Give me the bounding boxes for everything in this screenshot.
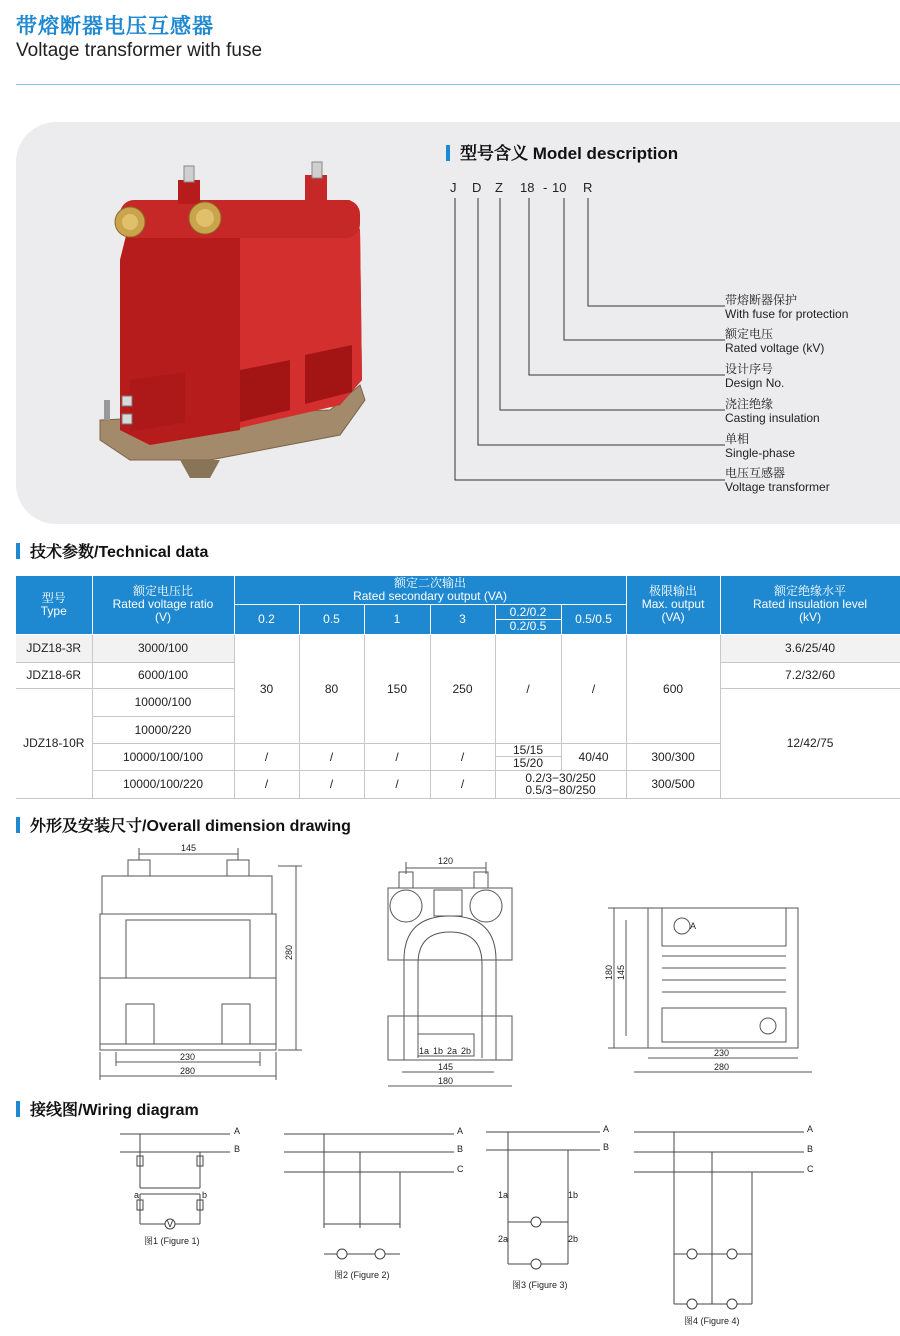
leader-line: [455, 198, 725, 480]
figure-3-diagram: [486, 1132, 600, 1269]
cell-value: 30: [234, 634, 299, 743]
terminal-label: a: [134, 1190, 140, 1200]
header-max-output: 极限输出 Max. output (VA): [626, 576, 720, 634]
dim-label: 180: [438, 1076, 454, 1086]
line-label: A: [234, 1126, 241, 1136]
model-item-cn: 设计序号: [725, 362, 774, 376]
dim-label: 280: [714, 1062, 730, 1072]
front-view: [100, 848, 302, 1080]
cell-value: 80: [299, 634, 364, 743]
terminal-label: 2b: [461, 1046, 472, 1056]
product-photo: [90, 160, 380, 500]
model-item-en: Design No.: [725, 376, 785, 390]
header-insulation: 额定绝缘水平 Rated insulation level (kV): [720, 576, 900, 634]
cell-value: 40/40: [561, 743, 626, 770]
line-label: B: [603, 1142, 610, 1152]
section-marker: [16, 543, 20, 559]
cell-value: /: [299, 770, 364, 798]
technical-data-title: [16, 539, 208, 562]
dim-label: 145: [438, 1062, 454, 1072]
line-label: C: [457, 1164, 464, 1174]
cell-insulation: 7.2/32/60: [720, 662, 900, 688]
cell-value: /: [430, 743, 495, 770]
terminal-label: b: [202, 1190, 208, 1200]
leader-line: [478, 198, 725, 445]
code-letter: 10: [552, 180, 567, 195]
cell-value: /: [495, 634, 561, 743]
title-divider: [16, 84, 900, 85]
top-view: [608, 908, 812, 1072]
wiring-diagram-title: [16, 1097, 199, 1120]
terminal-label: 2b: [568, 1234, 579, 1244]
cell-ratio: 6000/100: [92, 662, 234, 688]
model-item-cn: 浇注绝缘: [725, 397, 774, 411]
cell-value: /: [364, 770, 430, 798]
dimension-drawing-heading: 外形及安装尺寸/Overall dimension drawing: [30, 818, 351, 835]
leader-line: [588, 198, 725, 306]
model-item-cn: 带熔断器保护: [725, 293, 798, 307]
cell-type: JDZ18-10R: [16, 688, 92, 798]
header-class-3: 3: [430, 604, 495, 634]
model-item-en: Casting insulation: [725, 411, 820, 425]
header-ratio: 额定电压比 Rated voltage ratio (V): [92, 576, 234, 634]
cell-value: /: [299, 743, 364, 770]
dim-label: 280: [284, 944, 294, 960]
line-label: A: [603, 1124, 610, 1134]
dim-label: 180: [604, 964, 614, 980]
model-item-en: With fuse for protection: [725, 307, 849, 321]
figure-caption: 图2 (Figure 2): [334, 1270, 390, 1280]
code-letter: -: [543, 180, 548, 195]
header-class-0-2: 0.2: [234, 604, 299, 634]
cell-value-split: 0.2/3−30/250 0.5/3−80/250: [495, 770, 626, 798]
leader-line: [529, 198, 725, 375]
cell-ratio: 10000/100/220: [92, 770, 234, 798]
wiring-diagram-heading: 接线图/Wiring diagram: [30, 1102, 199, 1119]
section-marker: [16, 1101, 20, 1117]
terminal-label: 2a: [498, 1234, 509, 1244]
terminal-label: 1a: [419, 1046, 430, 1056]
header-secondary-output: 额定二次输出 Rated secondary output (VA): [234, 576, 626, 604]
model-item-cn: 额定电压: [725, 327, 774, 341]
header-class-0-5-0-5: 0.5/0.5: [561, 604, 626, 634]
cell-value: 250: [430, 634, 495, 743]
figure-caption: 图1 (Figure 1): [144, 1236, 200, 1246]
model-description-title: [446, 139, 678, 164]
dim-label: 145: [181, 843, 197, 853]
wiring-diagrams: [16, 1118, 900, 1332]
model-item-cn: 电压互感器: [725, 466, 786, 480]
page-title-cn: 带熔断器电压互感器: [16, 15, 214, 38]
model-item-en: Rated voltage (kV): [725, 341, 825, 355]
model-code-diagram: [440, 170, 880, 500]
dim-label: 280: [180, 1066, 196, 1076]
line-label: C: [807, 1164, 814, 1174]
figure-caption: 图4 (Figure 4): [684, 1316, 740, 1326]
cell-insulation: 12/42/75: [720, 688, 900, 798]
cell-value-split: 15/15 15/20: [495, 743, 561, 770]
dim-label: 145: [616, 964, 626, 980]
technical-data-heading: 技术参数/Technical data: [30, 544, 209, 561]
cell-value: 300/500: [626, 770, 720, 798]
line-label: A: [457, 1126, 464, 1136]
dim-label: 230: [180, 1052, 196, 1062]
model-item-cn: 单相: [725, 432, 750, 446]
section-marker: [446, 145, 450, 161]
page-title-en: Voltage transformer with fuse: [16, 40, 263, 61]
line-label: B: [234, 1144, 241, 1154]
header-type: 型号 Type: [16, 576, 92, 634]
cell-value: /: [234, 770, 299, 798]
cell-value: /: [430, 770, 495, 798]
meter-label: V: [167, 1219, 174, 1229]
dim-label: 230: [714, 1048, 730, 1058]
header-class-combo: 0.2/0.2 0.2/0.5: [495, 604, 561, 634]
model-item-en: Voltage transformer: [725, 480, 830, 494]
figure-2-diagram: [284, 1134, 454, 1259]
figure-1-diagram: [120, 1134, 230, 1229]
model-description-heading: 型号含义 Model description: [460, 144, 679, 163]
cell-value: /: [364, 743, 430, 770]
cell-type: JDZ18-3R: [16, 634, 92, 662]
terminal-label: 2a: [447, 1046, 458, 1056]
cell-ratio: 3000/100: [92, 634, 234, 662]
terminal-label: 1a: [498, 1190, 509, 1200]
header-class-1: 1: [364, 604, 430, 634]
line-label: B: [807, 1144, 814, 1154]
code-letter: J: [450, 180, 457, 195]
dimension-drawing: [16, 840, 900, 1090]
line-label: B: [457, 1144, 464, 1154]
cell-insulation: 3.6/25/40: [720, 634, 900, 662]
figure-4-diagram: [634, 1132, 804, 1309]
model-item-en: Single-phase: [725, 446, 796, 460]
code-letter: D: [472, 180, 482, 195]
header-class-0-5: 0.5: [299, 604, 364, 634]
code-letter: 18: [520, 180, 535, 195]
cell-value: 600: [626, 634, 720, 743]
cell-value: 300/300: [626, 743, 720, 770]
cell-ratio: 10000/220: [92, 716, 234, 743]
line-label: A: [807, 1124, 814, 1134]
code-letter: Z: [495, 180, 503, 195]
section-marker: [16, 817, 20, 833]
terminal-label: 1b: [433, 1046, 444, 1056]
cell-value: 150: [364, 634, 430, 743]
cell-value: /: [561, 634, 626, 743]
cell-type: JDZ18-6R: [16, 662, 92, 688]
technical-data-table: [16, 576, 900, 799]
dim-label: 120: [438, 856, 454, 866]
cell-value: /: [234, 743, 299, 770]
dim-label: A: [690, 921, 697, 931]
leader-line: [500, 198, 725, 410]
dimension-drawing-title: [16, 813, 351, 836]
code-letter: R: [583, 180, 593, 195]
cell-ratio: 10000/100: [92, 688, 234, 716]
terminal-label: 1b: [568, 1190, 579, 1200]
figure-caption: 图3 (Figure 3): [512, 1280, 568, 1290]
cell-ratio: 10000/100/100: [92, 743, 234, 770]
